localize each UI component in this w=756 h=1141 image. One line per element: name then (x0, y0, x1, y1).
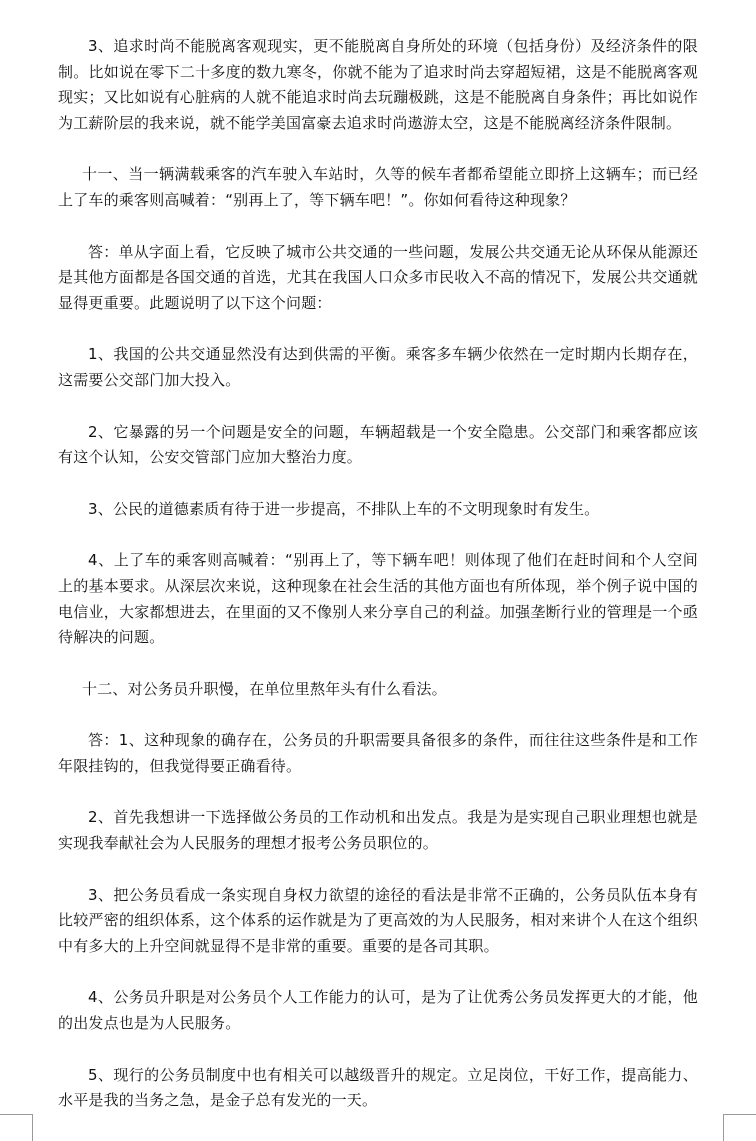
answer-11-point-3: 3、公民的道德素质有待于进一步提高，不排队上车的不文明现象时有发生。 (88, 499, 600, 518)
answer-11-intro: 答：单从字面上看，它反映了城市公共交通的一些问题，发展公共交通无论从环保从能源还是其他方面都是各国交通的首选，尤其在我国人口众多市民收入不高的情况下，发展公共交通就显得更重要。此题说明了以下这个问题： (58, 242, 698, 312)
margin-corner-mark-left (0, 1114, 33, 1141)
paragraph-fashion-point-3: 3、追求时尚不能脱离客观现实，更不能脱离自身所处的环境（包括身份）及经济条件的限制。比如说在零下二十多度的数九寒冬，你就不能为了追求时尚去穿超短裙，这是不能脱离客观现实；又比如说有心脏病的人就不能追求时尚去玩蹦极跳，这是不能脱离自身条件；再比如说作为工薪阶层的我来说，就不能学美国富豪去追求时尚遨游太空，这是不能脱离经济条件限制。 (58, 37, 698, 132)
margin-corner-mark-right (723, 1114, 756, 1141)
question-11: 十一、当一辆满载乘客的汽车驶入车站时，久等的候车者都希望能立即挤上这辆车；而已经上了车的乘客则高喊着：“别再上了，等下辆车吧！”。你如何看待这种现象？ (58, 165, 698, 209)
answer-12-point-3: 3、把公务员看成一条实现自身权力欲望的途径的看法是非常不正确的，公务员队伍本身有比较严密的组织体系，这个体系的运作就是为了更高效的为人民服务，相对来讲个人在这个组织中有多大的上升空间就显得不是非常的重要。重要的是各司其职。 (58, 885, 698, 955)
answer-12-point-1: 答：1、这种现象的确存在，公务员的升职需要具备很多的条件，而往往这些条件是和工作年限挂钩的，但我觉得要正确看待。 (58, 731, 698, 775)
question-12: 十二、对公务员升职慢，在单位里熬年头有什么看法。 (82, 679, 447, 698)
document-body (58, 34, 698, 1140)
answer-11-point-1: 1、我国的公共交通显然没有达到供需的平衡。乘客多车辆少依然在一定时期内长期存在，这需要公交部门加大投入。 (58, 345, 698, 389)
answer-11-point-2: 2、它暴露的另一个问题是安全的问题，车辆超载是一个安全隐患。公交部门和乘客都应该有这个认知，公安交管部门应加大整治力度。 (58, 422, 698, 467)
answer-11-point-4: 4、上了车的乘客则高喊着：“别再上了，等下辆车吧！则体现了他们在赶时间和个人空间上的基本要求。从深层次来说，这种现象在社会生活的其他方面也有所体现，举个例子说中国的电信业，大家都想进去，在里面的又不像别人来分享自己的利益。加强垄断行业的管理是一个亟待解决的问题。 (58, 551, 698, 647)
answer-12-point-5: 5、现行的公务员制度中也有相关可以越级晋升的规定。立足岗位，干好工作，提高能力、水平是我的当务之急，是金子总有发光的一天。 (58, 1065, 698, 1110)
answer-12-point-2: 2、首先我想讲一下选择做公务员的工作动机和出发点。我是为是实现自己职业理想也就是实现我奉献社会为人民服务的理想才报考公务员职位的。 (58, 808, 698, 853)
answer-12-point-4: 4、公务员升职是对公务员个人工作能力的认可，是为了让优秀公务员发挥更大的才能，他的出发点也是为人民服务。 (58, 988, 698, 1033)
